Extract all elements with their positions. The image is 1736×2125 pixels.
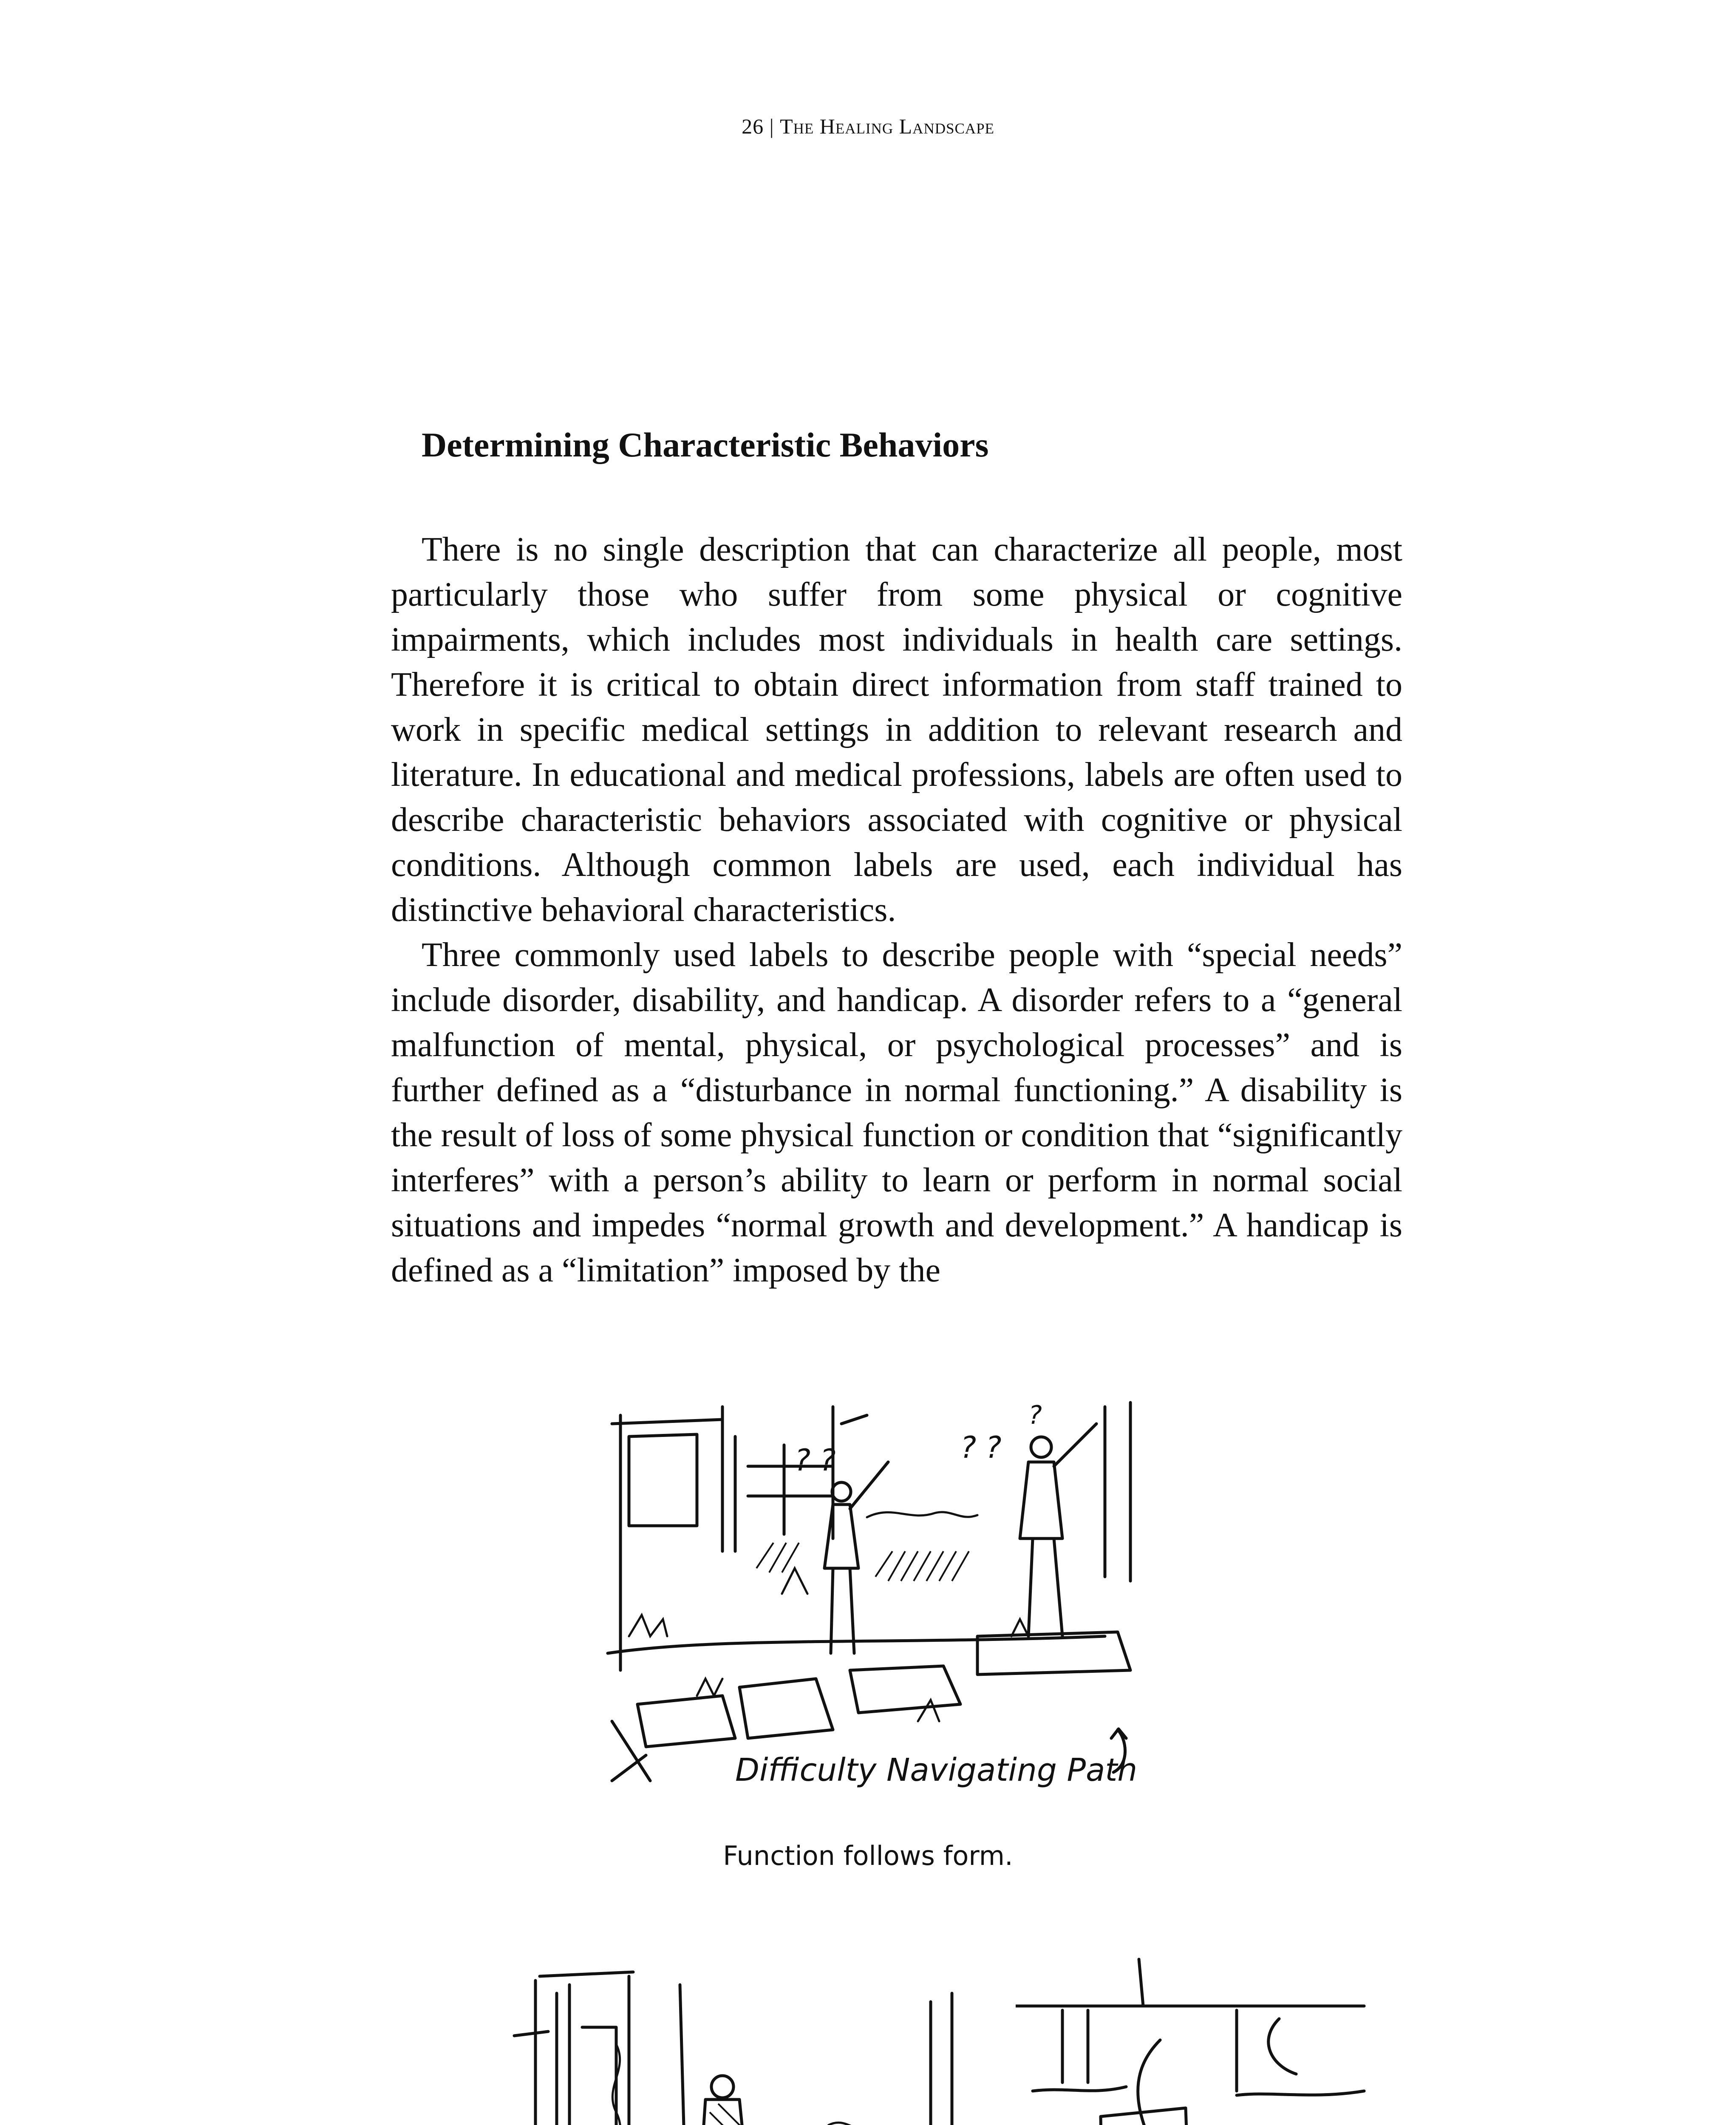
running-head-separator: |	[769, 114, 774, 138]
body-text	[391, 527, 1402, 1293]
svg-text:? ?: ? ?	[960, 1430, 1002, 1465]
sketch-new-walk	[1016, 1955, 1373, 2125]
running-head	[0, 114, 1736, 139]
book-title: The Healing Landscape	[780, 114, 994, 138]
figure-1-caption: Function follows form.	[723, 1840, 1013, 1871]
paragraph-2: Three commonly used labels to describe people with “special needs” include disorder, disability, and handicap. A disorder refers to a “general malfunction of mental, physical, or psychological processes” and is further defined as a “disturbance in normal functioning.” A disability is the result of loss of some physical function or condition that “significantly interferes” with a person’s ability to learn or perform in normal social situations and impedes “normal growth and development.” A handicap is defined as a “limitation” imposed by the	[391, 936, 1402, 1289]
svg-text:?: ?	[1028, 1400, 1042, 1430]
section-heading: Determining Characteristic Behaviors	[422, 425, 989, 464]
page-number: 26	[742, 114, 764, 138]
sketch-direct-path	[429, 1959, 990, 2125]
figure-function-follows-form	[595, 1398, 1160, 1802]
figure-form-follows-function-left	[429, 1959, 990, 2125]
figure-form-follows-function-right	[1016, 1955, 1373, 2125]
paragraph-1: There is no single description that can characterize all people, most particularly those who suffer from some physical or cognitive impairments, which includes most individuals in health care settings. Therefore it is critical to obtain direct information from staff trained to work in specific medical settings in addition to relevant research and literature. In educational and medical professions, labels are often used to describe characteristic behaviors associated with cognitive or physical conditions. Although common labels are used, each individual has distinctive behavioral characteristics.	[391, 531, 1402, 929]
svg-text:? ?: ? ?	[795, 1443, 836, 1478]
sketch-label-difficulty-navigating-path: Difficulty Navigating Path	[735, 1752, 1138, 1788]
sketch-difficult-path	[595, 1398, 1160, 1802]
